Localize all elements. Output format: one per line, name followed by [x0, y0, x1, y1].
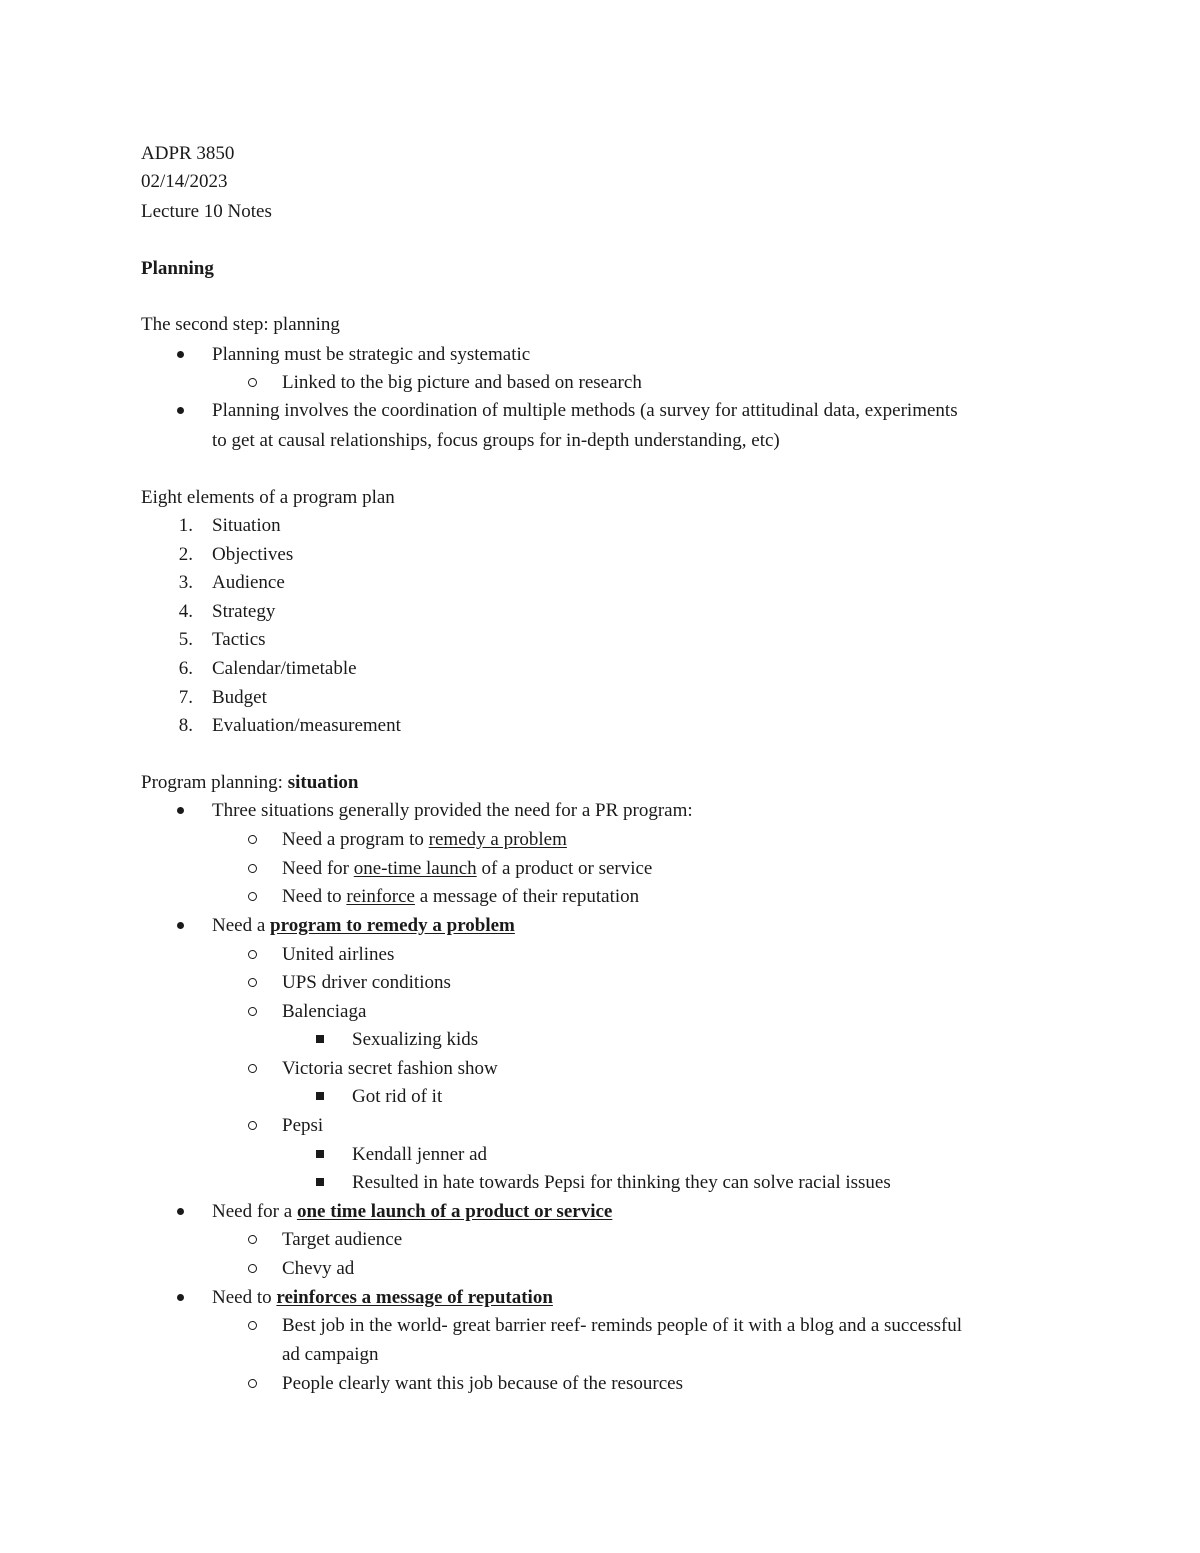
list-item-text: Budget — [212, 687, 267, 708]
list-number: 2. — [178, 544, 193, 565]
list-item-text: Calendar/timetable — [212, 658, 357, 679]
course-code: ADPR 3850 — [141, 143, 235, 164]
list-item-text: Evaluation/measurement — [212, 715, 401, 736]
bullet-icon — [176, 343, 184, 367]
bullet-icon — [176, 1286, 184, 1310]
list-item-continuation: ad campaign — [282, 1344, 379, 1365]
lecture-date: 02/14/2023 — [141, 171, 228, 192]
list-item-text: Audience — [212, 572, 285, 593]
list-number: 7. — [178, 687, 193, 708]
list-number: 6. — [178, 658, 193, 679]
bullet-icon — [176, 799, 184, 823]
list-number: 4. — [178, 601, 193, 622]
list-number: 1. — [178, 515, 193, 536]
eight-elements-intro: Eight elements of a program plan — [141, 487, 395, 508]
circle-bullet-icon — [247, 943, 257, 967]
square-bullet-icon — [315, 1028, 325, 1052]
square-bullet-icon — [315, 1143, 325, 1167]
circle-bullet-icon — [247, 1314, 257, 1338]
circle-bullet-icon — [247, 1114, 257, 1138]
circle-bullet-icon — [247, 1228, 257, 1252]
circle-bullet-icon — [247, 1000, 257, 1024]
list-item-continuation: to get at causal relationships, focus groups for in-depth understanding, etc) — [212, 430, 780, 451]
list-item-text: Situation — [212, 515, 281, 536]
list-item-text: Tactics — [212, 629, 266, 650]
circle-bullet-icon — [247, 857, 257, 881]
circle-bullet-icon — [247, 1257, 257, 1281]
list-number: 3. — [178, 572, 193, 593]
circle-bullet-icon — [247, 1372, 257, 1396]
list-number: 8. — [178, 715, 193, 736]
list-number: 5. — [178, 629, 193, 650]
section-heading: Planning — [141, 258, 214, 279]
square-bullet-icon — [315, 1085, 325, 1109]
bullet-icon — [176, 914, 184, 938]
circle-bullet-icon — [247, 971, 257, 995]
document-page: ADPR 3850 02/14/2023 Lecture 10 Notes Planning The second step: planning Planning must be strategic and systematic Linked to the big picture and based on research Planning involves the coordination of multiple methods (a survey for attitudinal data, experiments to get at causal relationships, focus groups for in-depth understanding, etc) Eight elements of a program plan 1. Situation 2. Objectives 3. Audience 4. Strategy 5. Tactics 6. Calendar/timetable 7. Budget 8. Evaluation/measurement Program planning: situation Three situations generally provided the need for a PR program: Need a program to remedy a problem Need for one-time launch of a product or service Need to reinforce a message of their reputation Need a program to remedy a problem United airlines UPS driver conditions Balenciaga Sexualizing kids Victoria secret fashion show Got rid of it Pepsi Kendall jenner ad Resulted in hate towards Pepsi for thinking they can solve racial issues Need for a one time launch of a product or service Target audience Chevy ad Need to reinforces a message of reputation Best job in the world- great barrier reef- reminds people of it with a blog and a successful ad campaign People clearly want this job because of the resources — [141, 143, 963, 1394]
square-bullet-icon — [315, 1171, 325, 1195]
document-title: Lecture 10 Notes — [141, 201, 272, 222]
second-step-intro: The second step: planning — [141, 314, 340, 335]
list-item-text: Objectives — [212, 544, 294, 565]
circle-bullet-icon — [247, 371, 257, 395]
list-item-text: Strategy — [212, 601, 276, 622]
circle-bullet-icon — [247, 885, 257, 909]
circle-bullet-icon — [247, 828, 257, 852]
situation-intro: Program planning: situation — [141, 772, 359, 793]
bullet-icon — [176, 399, 184, 423]
bullet-icon — [176, 1200, 184, 1224]
circle-bullet-icon — [247, 1057, 257, 1081]
